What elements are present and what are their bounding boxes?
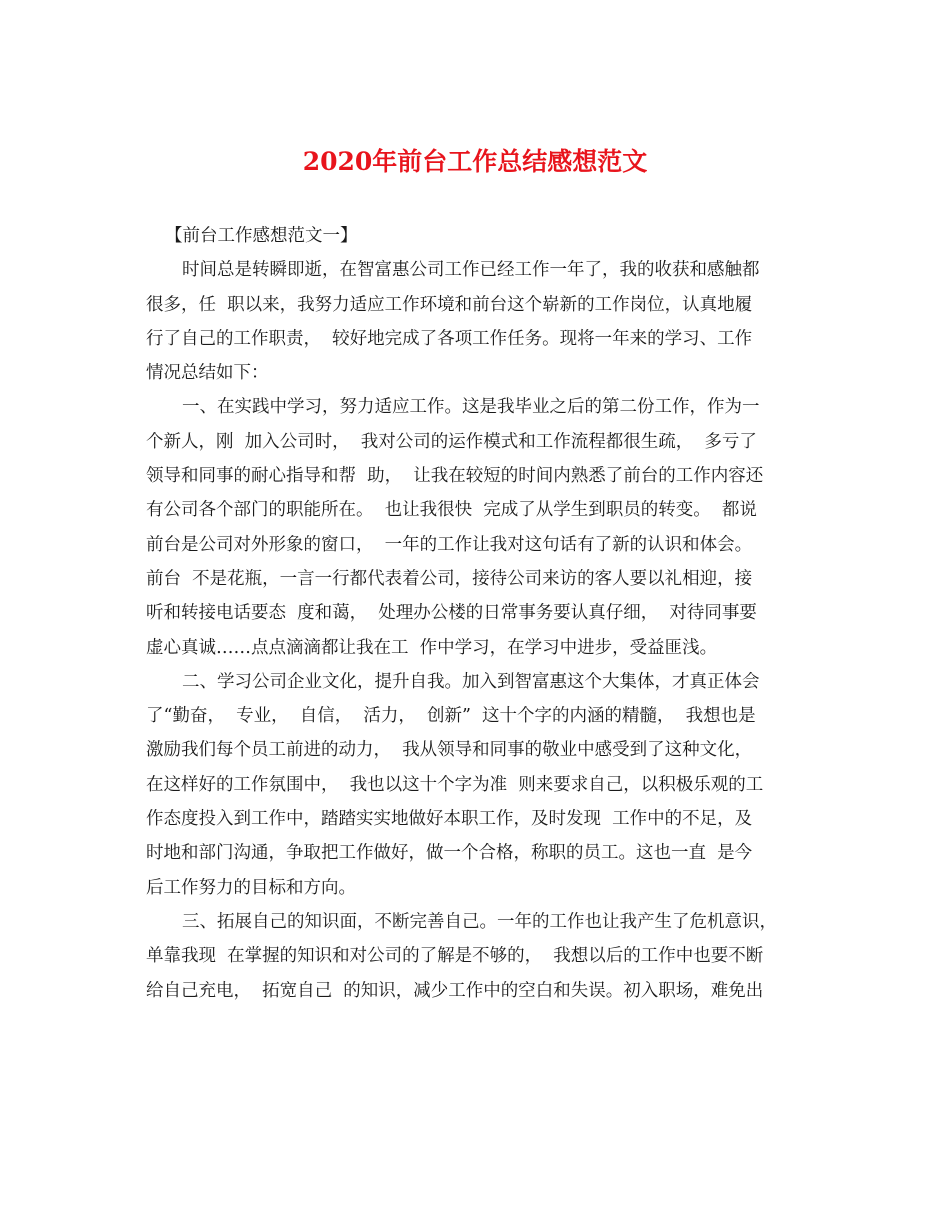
- body-line: 听和转接电话要态 度和蔼， 处理办公楼的日常事务要认真仔细， 对待同事要: [146, 603, 757, 624]
- body-line: 时地和部门沟通，争取把工作做好，做一个合格，称职的员工。这也一直 是今: [146, 843, 753, 864]
- body-line: 个新人，刚 加入公司时， 我对公司的运作模式和工作流程都很生疏， 多亏了: [146, 431, 757, 452]
- document-title: 2020年前台工作总结感想范文: [302, 147, 648, 176]
- body-line: 虚心真诚……点点滴滴都让我在工 作中学习，在学习中进步，受益匪浅。: [146, 637, 718, 658]
- paragraph-lines: [146, 253, 811, 1008]
- body-line: 二、学习公司企业文化，提升自我。加入到智富惠这个大集体，才真正体会: [182, 671, 760, 692]
- body-line: 作态度投入到工作中，踏踏实实地做好本职工作，及时发现 工作中的不足，及: [146, 809, 753, 830]
- body-line: 了“勤奋， 专业， 自信， 活力， 创新” 这十个字的内涵的精髓， 我想也是: [146, 706, 756, 727]
- body-line: 很多，任 职以来，我努力适应工作环境和前台这个崭新的工作岗位，认真地履: [146, 294, 753, 315]
- body-line: 情况总结如下：: [146, 363, 269, 384]
- body-line: 前台 不是花瓶，一言一行都代表着公司，接待公司来访的客人要以礼相迎，接: [146, 568, 753, 589]
- body-line: 在这样好的工作氛围中， 我也以这十个字为准 则来要求自己，以积极乐观的工: [146, 774, 764, 795]
- body-line: 领导和同事的耐心指导和帮 助， 让我在较短的时间内熟悉了前台的工作内容还: [146, 466, 764, 487]
- section-label: 【前台工作感想范文一】: [165, 226, 358, 246]
- body-line: 三、拓展自己的知识面，不断完善自己。一年的工作也让我产生了危机意识，: [182, 911, 777, 932]
- body-line: 有公司各个部门的职能所在。 也让我很快 完成了从学生到职员的转变。 都说: [146, 500, 757, 521]
- body-line: 激励我们每个员工前进的动力， 我从领导和同事的敬业中感受到了这种文化，: [146, 740, 753, 761]
- body-line: 后工作努力的目标和方向。: [146, 877, 356, 898]
- body-line: 前台是公司对外形象的窗口， 一年的工作让我对这句话有了新的认识和体会。: [146, 534, 753, 555]
- body-line: 时间总是转瞬即逝，在智富惠公司工作已经工作一年了，我的收获和感触都: [182, 260, 760, 281]
- body-line: 一、在实践中学习，努力适应工作。这是我毕业之后的第二份工作，作为一: [182, 397, 760, 418]
- document-body: [146, 219, 811, 1008]
- body-line: 单靠我现 在掌握的知识和对公司的了解是不够的， 我想以后的工作中也要不断: [146, 946, 764, 967]
- body-line: 行了自己的工作职责， 较好地完成了各项工作任务。现将一年来的学习、工作: [146, 328, 753, 349]
- body-line: 给自己充电， 拓宽自己 的知识，减少工作中的空白和失误。初入职场，难免出: [146, 980, 764, 1001]
